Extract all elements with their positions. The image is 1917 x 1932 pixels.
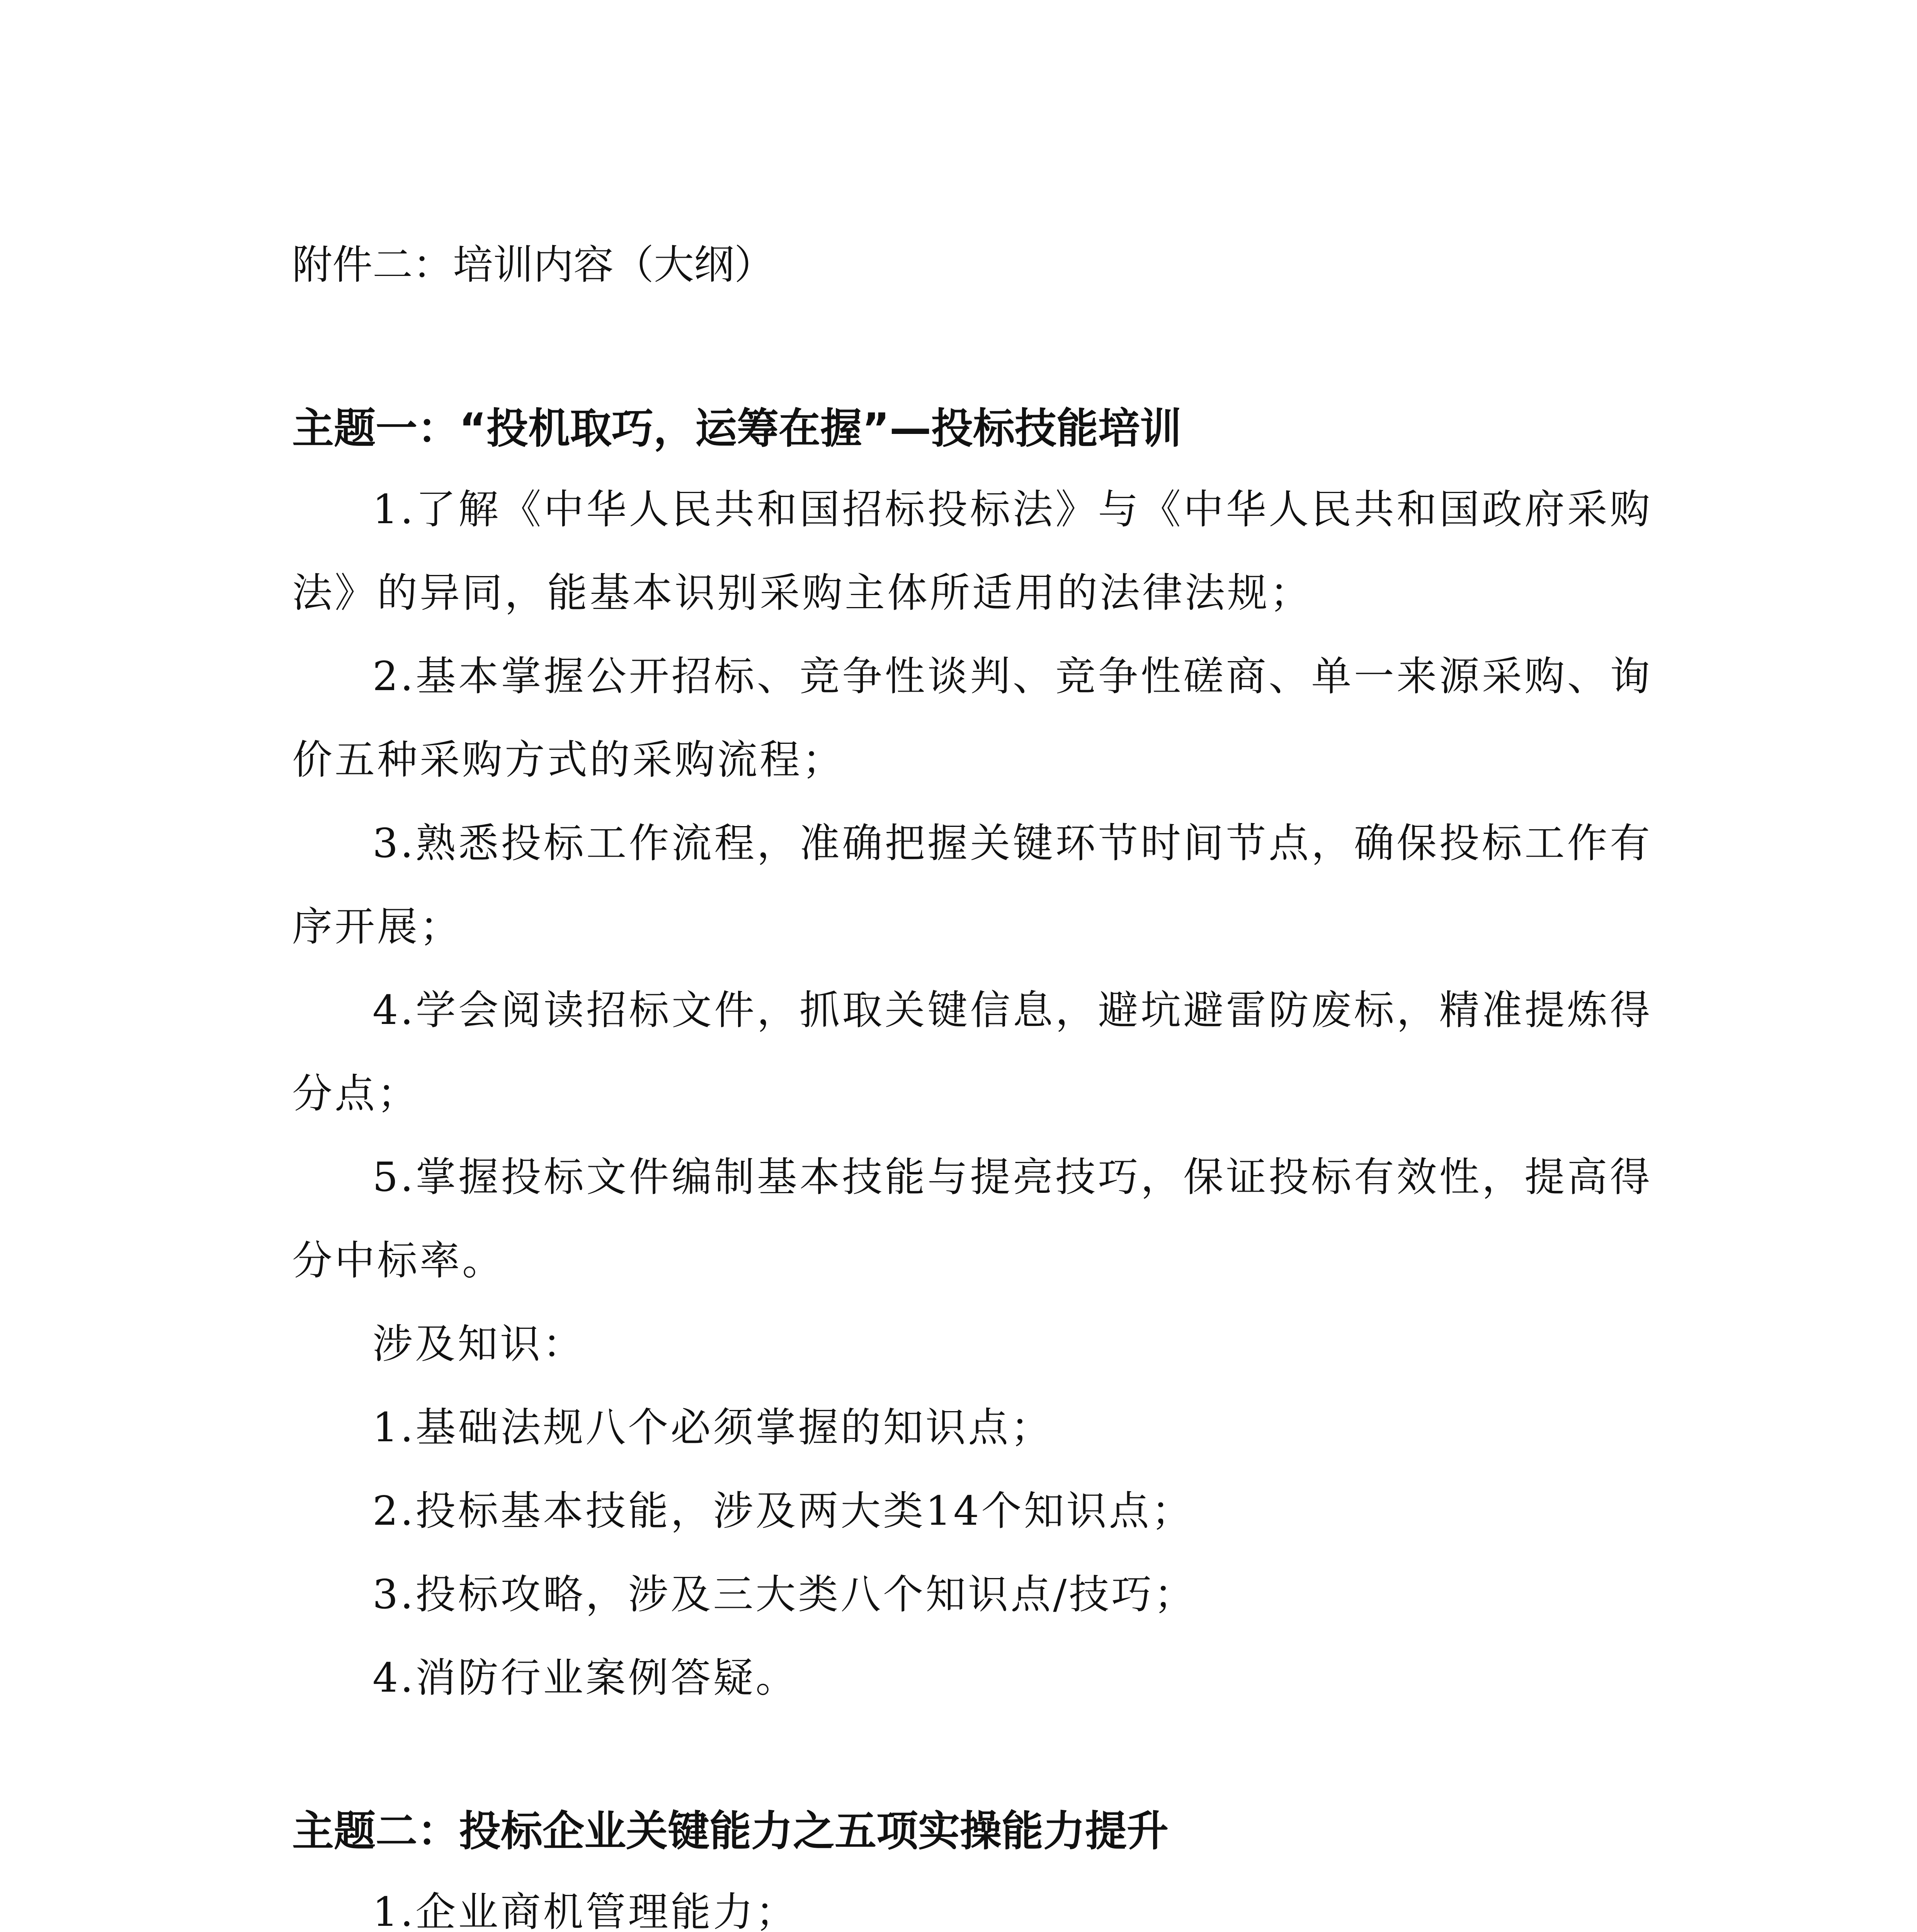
list-item: 1.了解《中华人民共和国招标投标法》与《中华人民共和国政府采购法》的异同，能基本识别采购主体所适用的法律法规；: [292, 486, 1652, 616]
section-spacer: [292, 1719, 1652, 1793]
section-topic-one: [292, 390, 1652, 1719]
section-heading: 主题一：“投机取巧，运筹在握”—投标技能培训: [292, 405, 1182, 453]
list-item: 1.基础法规八个必须掌握的知识点；: [373, 1404, 1053, 1451]
list-item: 3.熟悉投标工作流程，准确把握关键环节时间节点，确保投标工作有序开展；: [292, 820, 1652, 950]
knowledge-label: 涉及知识：: [373, 1320, 585, 1367]
list-item: 2.基本掌握公开招标、竞争性谈判、竞争性磋商、单一来源采购、询价五种采购方式的采购流程；: [292, 653, 1652, 783]
attachment-title: 附件二：培训内容（大纲）: [292, 241, 775, 288]
list-item: 2.投标基本技能，涉及两大类14个知识点；: [373, 1487, 1194, 1534]
section-heading: 主题二：投标企业关键能力之五项实操能力提升: [292, 1807, 1169, 1855]
list-item: 4.学会阅读招标文件，抓取关键信息，避坑避雷防废标，精准提炼得分点；: [292, 986, 1652, 1117]
list-item: 1.企业商机管理能力；: [373, 1888, 798, 1932]
page-content: [292, 236, 1652, 1932]
list-item: 4.消防行业案例答疑。: [373, 1654, 798, 1701]
section-topic-two: [292, 1793, 1652, 1932]
list-item: 3.投标攻略，涉及三大类八个知识点/技巧；: [373, 1571, 1197, 1618]
list-item: 5.掌握投标文件编制基本技能与提亮技巧，保证投标有效性，提高得分中标率。: [292, 1153, 1652, 1284]
